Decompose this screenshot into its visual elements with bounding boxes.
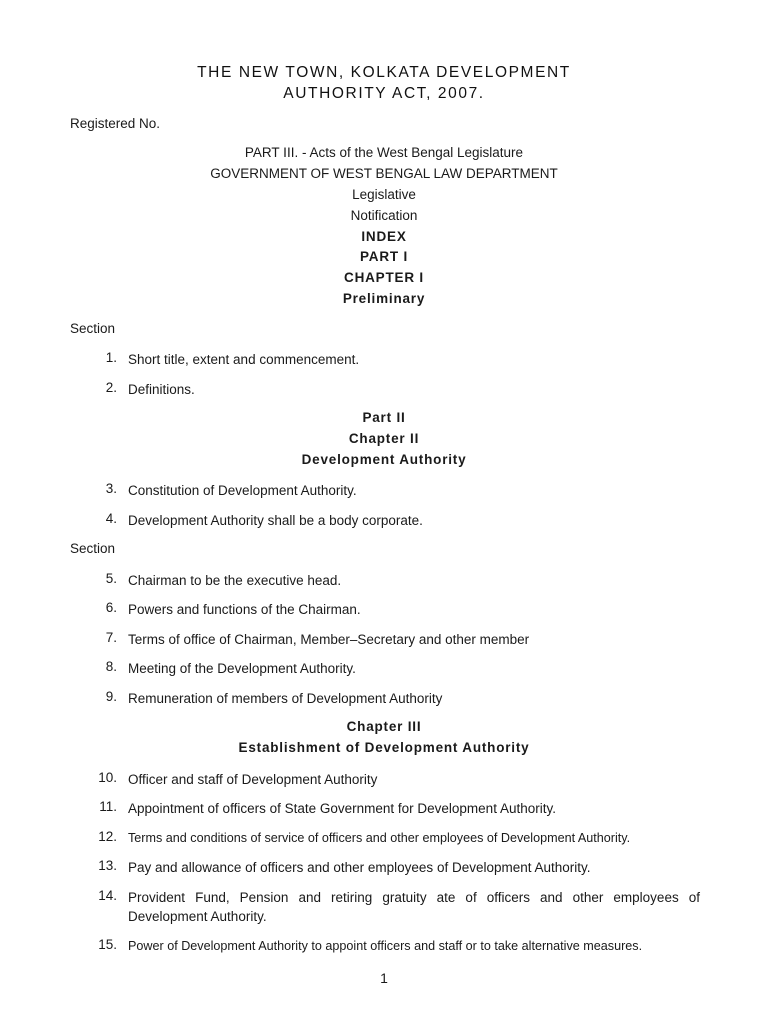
- item-number: 11.: [99, 799, 117, 814]
- item-number: 1.: [105, 350, 117, 365]
- chapter-1-heading: CHAPTER I: [344, 270, 424, 285]
- item-text: Development Authority shall be a body corporate.: [128, 513, 423, 528]
- item-number: 4.: [105, 511, 117, 526]
- act-title-line-1: THE NEW TOWN, KOLKATA DEVELOPMENT: [197, 64, 571, 81]
- part-1-heading: PART I: [359, 249, 409, 264]
- item-text: Definitions.: [128, 382, 195, 397]
- chapter-3-heading: Chapter III: [346, 719, 422, 734]
- item-text: Chairman to be the executive head.: [128, 573, 342, 588]
- item-number: 13.: [98, 858, 117, 873]
- item-text: Power of Development Authority to appoint officers and staff or to take alternative measures.: [128, 939, 643, 953]
- item-text: Provident Fund, Pension and retiring gratuity ate of officers and other employees of Development Authority.: [128, 890, 700, 924]
- item-text: Remuneration of members of Development Authority: [128, 691, 443, 706]
- item-text: Meeting of the Development Authority.: [128, 661, 356, 676]
- notification-label: Notification: [350, 208, 418, 223]
- index-heading: INDEX: [361, 229, 407, 244]
- item-number: 9.: [105, 689, 117, 704]
- registered-number-label: Registered No.: [70, 116, 161, 131]
- item-number: 3.: [105, 481, 117, 496]
- section-label: Section: [70, 541, 116, 556]
- item-number: 6.: [105, 600, 117, 615]
- item-number: 8.: [105, 659, 117, 674]
- item-text: Appointment of officers of State Government for Development Authority.: [128, 801, 556, 816]
- development-authority-heading: Development Authority: [301, 452, 467, 467]
- item-number: 10.: [98, 770, 117, 785]
- part-2-heading: Part II: [362, 410, 406, 425]
- chapter-2-heading: Chapter II: [348, 431, 420, 446]
- preliminary-heading: Preliminary: [342, 291, 426, 306]
- item-number: 7.: [105, 630, 117, 645]
- item-number: 12.: [98, 829, 117, 844]
- part-iii-heading: PART III. - Acts of the West Bengal Legislature: [244, 145, 524, 160]
- item-text: Officer and staff of Development Authority: [128, 772, 378, 787]
- legislative-label: Legislative: [352, 187, 416, 202]
- item-number: 5.: [105, 571, 117, 586]
- item-number: 2.: [105, 380, 117, 395]
- act-title-line-2: AUTHORITY ACT, 2007.: [283, 85, 485, 102]
- page-number: 1: [380, 970, 388, 986]
- item-text: Terms and conditions of service of officers and other employees of Development Authority.: [128, 831, 631, 845]
- establishment-heading: Establishment of Development Authority: [238, 740, 530, 755]
- item-number: 15.: [98, 937, 117, 952]
- government-heading: GOVERNMENT OF WEST BENGAL LAW DEPARTMENT: [210, 166, 558, 181]
- item-text: Pay and allowance of officers and other employees of Development Authority.: [128, 860, 591, 875]
- section-label: Section: [70, 321, 116, 336]
- item-text: Terms of office of Chairman, Member–Secretary and other member: [128, 632, 530, 647]
- item-text: Constitution of Development Authority.: [128, 483, 357, 498]
- item-text: Short title, extent and commencement.: [128, 352, 360, 367]
- item-text: Powers and functions of the Chairman.: [128, 602, 361, 617]
- item-number: 14.: [98, 888, 117, 903]
